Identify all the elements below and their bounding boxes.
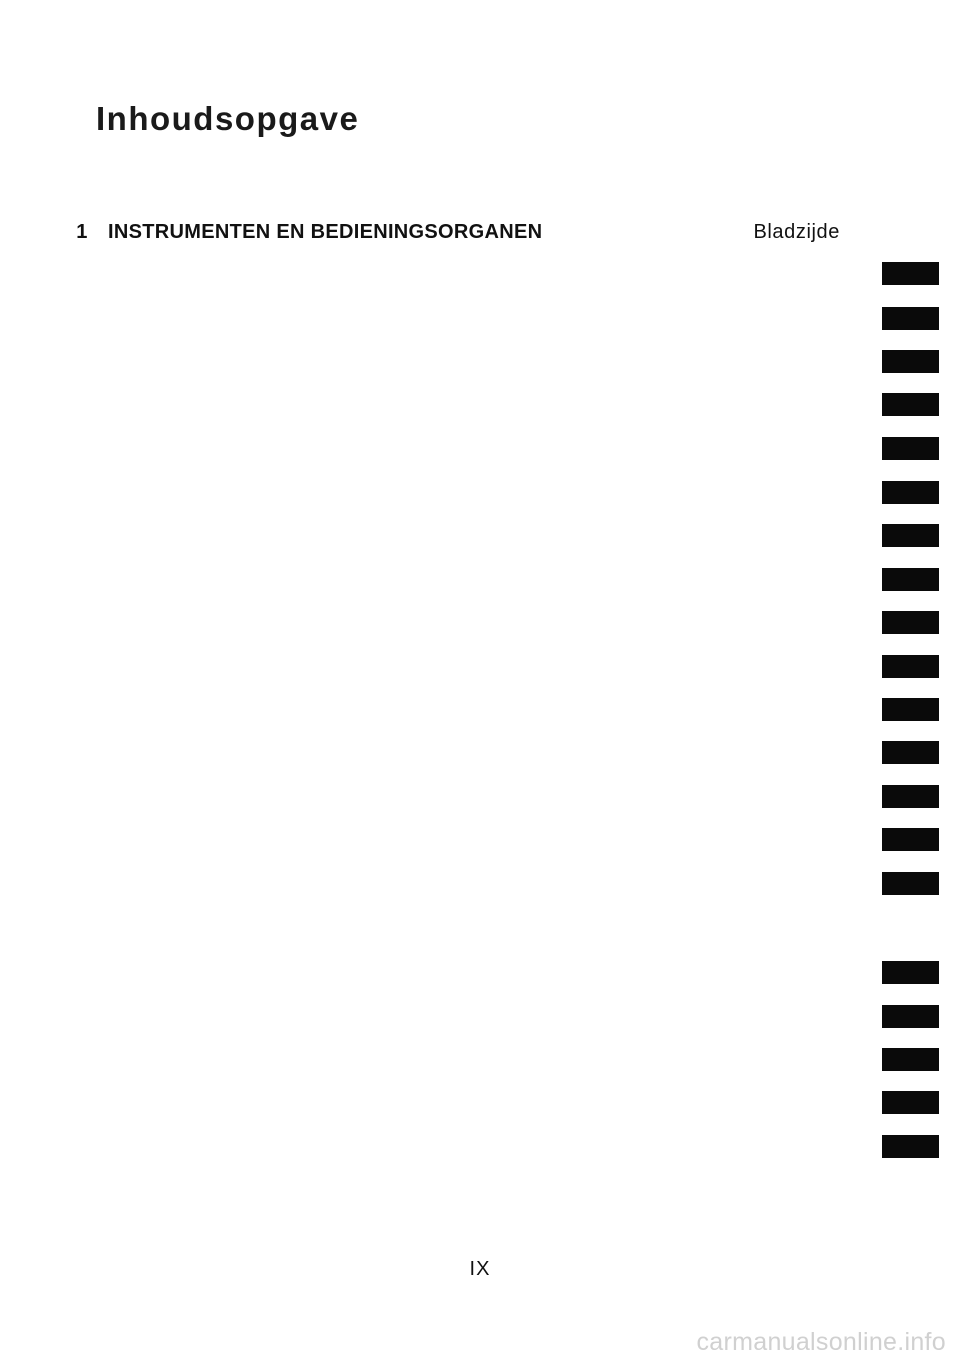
thumb-index-tab[interactable] (882, 481, 939, 504)
thumb-index-tab[interactable] (882, 741, 939, 764)
thumb-index-tab[interactable] (882, 1135, 939, 1158)
page-column-header: Bladzijde (753, 220, 840, 243)
page-number-footer: IX (469, 1258, 491, 1280)
thumb-index-tab[interactable] (882, 828, 939, 851)
thumb-index-tab[interactable] (882, 961, 939, 984)
thumb-index-tab[interactable] (882, 1048, 939, 1071)
toc-chapter-row[interactable] (0, 217, 840, 247)
watermark: carmanualsonline.info (696, 1328, 946, 1356)
toc-entry-label: INSTRUMENTEN EN BEDIENINGSORGANEN (108, 220, 543, 243)
thumb-index-tab[interactable] (882, 872, 939, 895)
thumb-index-tab[interactable] (882, 611, 939, 634)
page-title: Inhoudsopgave (96, 100, 360, 137)
thumb-index-tab[interactable] (882, 393, 939, 416)
thumb-index-tab[interactable] (882, 262, 939, 285)
thumb-index-tab[interactable] (882, 437, 939, 460)
toc-entry-number: 1 (76, 220, 88, 243)
thumb-index-tab[interactable] (882, 1005, 939, 1028)
thumb-index-tab[interactable] (882, 350, 939, 373)
thumb-index-tab[interactable] (882, 698, 939, 721)
thumb-index-tab[interactable] (882, 524, 939, 547)
thumb-index-tab[interactable] (882, 785, 939, 808)
thumb-index-tab[interactable] (882, 568, 939, 591)
thumb-index-tab[interactable] (882, 307, 939, 330)
thumb-index-tab[interactable] (882, 1091, 939, 1114)
thumb-index-tab[interactable] (882, 655, 939, 678)
